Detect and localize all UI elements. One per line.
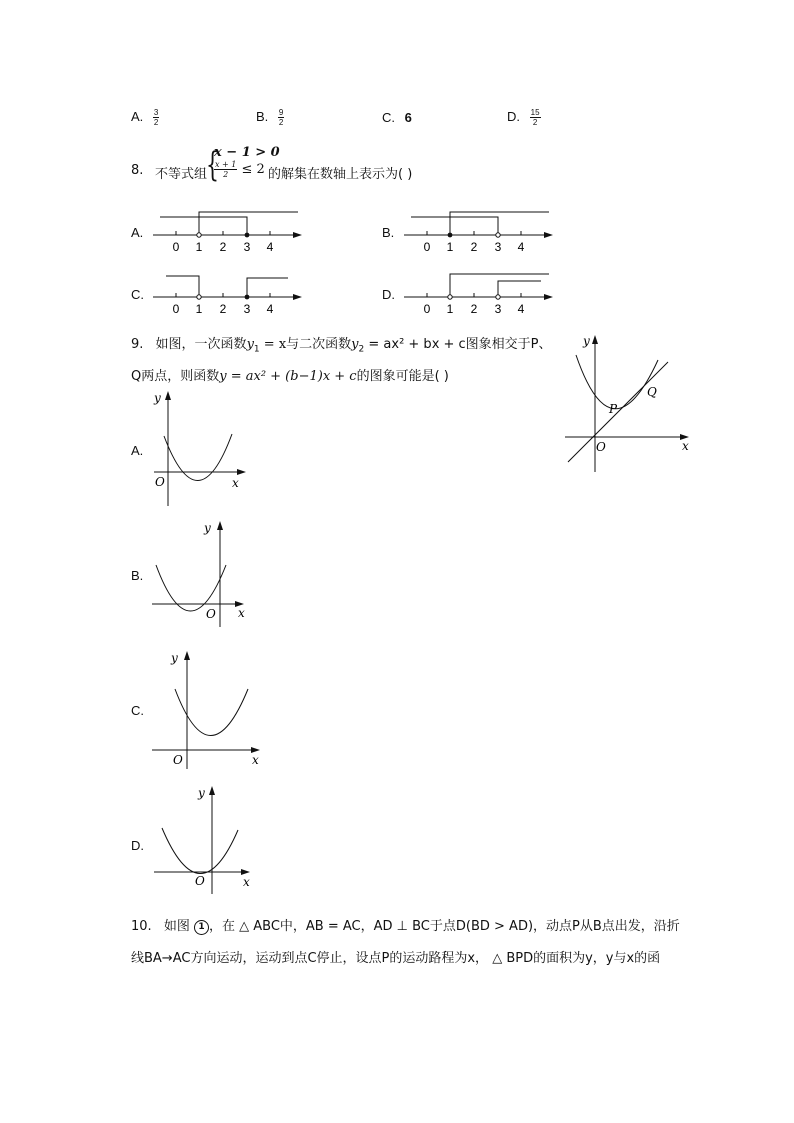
x-label: x: [682, 439, 689, 453]
q7-option-b[interactable]: [256, 108, 284, 127]
tick-label: 4: [517, 302, 525, 316]
q8-inequality-2: [214, 160, 265, 179]
tick-label: 4: [266, 302, 274, 316]
origin-label: O: [195, 874, 205, 888]
x-label: x: [252, 753, 259, 767]
q9-text-1a: 如图，一次函数: [155, 337, 247, 352]
closed-point: [245, 295, 250, 300]
y-label: y: [583, 334, 590, 348]
tick-label: 2: [219, 240, 227, 254]
parabola-y2: [576, 355, 658, 409]
axis-arrow: [544, 232, 553, 238]
tick-label: 1: [446, 302, 454, 316]
q9-function: y = ax² + (b−1)x + c: [219, 369, 357, 384]
solution-ray-left: [166, 276, 199, 297]
open-point: [197, 233, 201, 237]
open-point: [197, 295, 201, 299]
parabola: [162, 828, 238, 874]
y-axis-arrow: [217, 521, 223, 530]
q7-option-c[interactable]: [382, 110, 412, 125]
tick-label: 1: [195, 240, 203, 254]
tick-label: 2: [470, 240, 478, 254]
tick-label: 3: [243, 302, 251, 316]
q8-numberline-d[interactable]: [401, 267, 561, 317]
q7-option-b-label: B.: [256, 108, 269, 124]
q10-text-1b: ，在 △ ABC中，AB = AC，AD ⊥ BC于点D(BD > AD)，动点P从B点出发，沿折: [208, 919, 680, 934]
q8-inequality-2-tail: ≤ 2: [241, 162, 265, 177]
q9-y2-sub: 2: [358, 344, 365, 355]
q8-option-a-label[interactable]: A.: [131, 225, 144, 240]
y-label: y: [154, 391, 161, 405]
tick-label: 0: [172, 240, 180, 254]
q8-number: 8.: [131, 163, 144, 178]
tick-label: 4: [517, 240, 525, 254]
tick-label: 3: [243, 240, 251, 254]
origin-label: O: [155, 475, 165, 489]
y-label: y: [171, 651, 178, 665]
y-label: y: [198, 786, 205, 800]
axis-arrow: [293, 294, 302, 300]
point-p-label: P: [609, 402, 618, 416]
open-point: [448, 295, 452, 299]
q7-option-a-fraction: $\frac{3}{2}$: [153, 108, 159, 127]
q10-line-2: 线BA→AC方向运动，运动到点C停止，设点P的运动路程为x， △ BPD的面积为y，y与x的函: [131, 951, 661, 966]
q8-numberline-c[interactable]: [150, 267, 310, 317]
q9-option-a-graph[interactable]: [150, 388, 250, 510]
tick-label: 1: [195, 302, 203, 316]
tick-label: 3: [494, 302, 502, 316]
q9-y2: y: [351, 337, 359, 352]
axis-arrow: [293, 232, 302, 238]
q7-option-a[interactable]: [131, 108, 159, 127]
q9-text-1c: = ax² + bx + c图象相交于P、: [364, 337, 552, 352]
q9-text-2c: 的图象可能是( ): [356, 369, 449, 384]
q9-option-d-label[interactable]: D.: [131, 838, 144, 853]
origin-label: O: [596, 440, 606, 454]
tick-label: 1: [446, 240, 454, 254]
q7-option-b-fraction: $\frac{9}{2}$: [278, 108, 284, 127]
q9-option-b-graph[interactable]: [148, 517, 253, 629]
x-axis-arrow: [237, 469, 246, 475]
q9-line-2: [131, 365, 449, 384]
parabola: [164, 434, 232, 481]
solution-ray-right: [199, 212, 298, 235]
q10-line-1: [131, 915, 680, 935]
q9-option-d-graph[interactable]: [150, 782, 260, 897]
q8-inequality-1: x − 1 > 0: [214, 145, 280, 160]
axis-arrow: [544, 294, 553, 300]
q9-line-1: [131, 333, 552, 355]
tick-label: 2: [219, 302, 227, 316]
q9-text-1b: = x与二次函数: [259, 337, 352, 352]
x-label: x: [232, 476, 239, 490]
q7-option-c-label: C.: [382, 110, 395, 125]
q9-option-c-label[interactable]: C.: [131, 703, 144, 718]
q9-number: 9.: [131, 337, 144, 352]
x-label: x: [238, 606, 245, 620]
origin-label: O: [206, 607, 216, 621]
x-label: x: [243, 875, 250, 889]
tick-label: 2: [470, 302, 478, 316]
q7-option-d[interactable]: [507, 108, 541, 127]
y-axis-arrow: [184, 651, 190, 660]
q10-number: 10.: [131, 919, 152, 934]
tick-label: 0: [423, 240, 431, 254]
line-y1: [568, 362, 668, 462]
figure-1-marker: 1: [194, 920, 209, 935]
q8-numberline-b[interactable]: [401, 205, 561, 255]
q7-option-c-value: 6: [404, 110, 412, 125]
q9-option-c-graph[interactable]: [148, 647, 266, 772]
q9-option-a-label[interactable]: A.: [131, 443, 144, 458]
q8-option-c-label[interactable]: C.: [131, 287, 144, 302]
q10-text-1a: 如图: [163, 919, 190, 934]
q8-suffix: 的解集在数轴上表示为( ): [268, 167, 413, 182]
q7-option-d-fraction: $\frac{15}{2}$: [530, 108, 540, 127]
q9-option-b-label[interactable]: B.: [131, 568, 144, 583]
solution-ray-left: [411, 217, 498, 235]
tick-label: 4: [266, 240, 274, 254]
q9-y1-sub: 1: [253, 344, 260, 355]
origin-label: O: [173, 753, 183, 767]
q9-text-2a: Q两点，则函数: [131, 369, 220, 384]
q7-option-d-label: D.: [507, 108, 520, 124]
q8-prefix: 不等式组: [155, 167, 208, 182]
closed-point: [448, 233, 453, 238]
q7-option-a-label: A.: [131, 108, 144, 124]
tick-label: 0: [423, 302, 431, 316]
solution-ray-left: [160, 217, 247, 235]
open-point: [496, 295, 500, 299]
y-axis-arrow: [592, 335, 598, 344]
tick-label: 0: [172, 302, 180, 316]
solution-ray-right: [450, 212, 549, 235]
q9-reference-graph: [560, 330, 695, 475]
q8-option-b-label[interactable]: B.: [382, 225, 395, 240]
closed-point: [245, 233, 250, 238]
q8-option-d-label[interactable]: D.: [382, 287, 395, 302]
solution-ray-lower: [498, 281, 541, 297]
q9-y1: y: [246, 337, 254, 352]
solution-ray-upper: [450, 274, 549, 297]
tick-label: 3: [494, 240, 502, 254]
q8-fraction: $\frac{x + 1}{2}$: [215, 160, 237, 179]
open-point: [496, 233, 500, 237]
y-label: y: [204, 521, 211, 535]
y-axis-arrow: [209, 786, 215, 795]
point-q-label: Q: [647, 385, 657, 399]
solution-ray-right: [247, 278, 288, 297]
q8-brace: {: [206, 145, 219, 185]
parabola: [175, 689, 248, 736]
y-axis-arrow: [165, 391, 171, 400]
q8-numberline-a[interactable]: [150, 205, 310, 255]
